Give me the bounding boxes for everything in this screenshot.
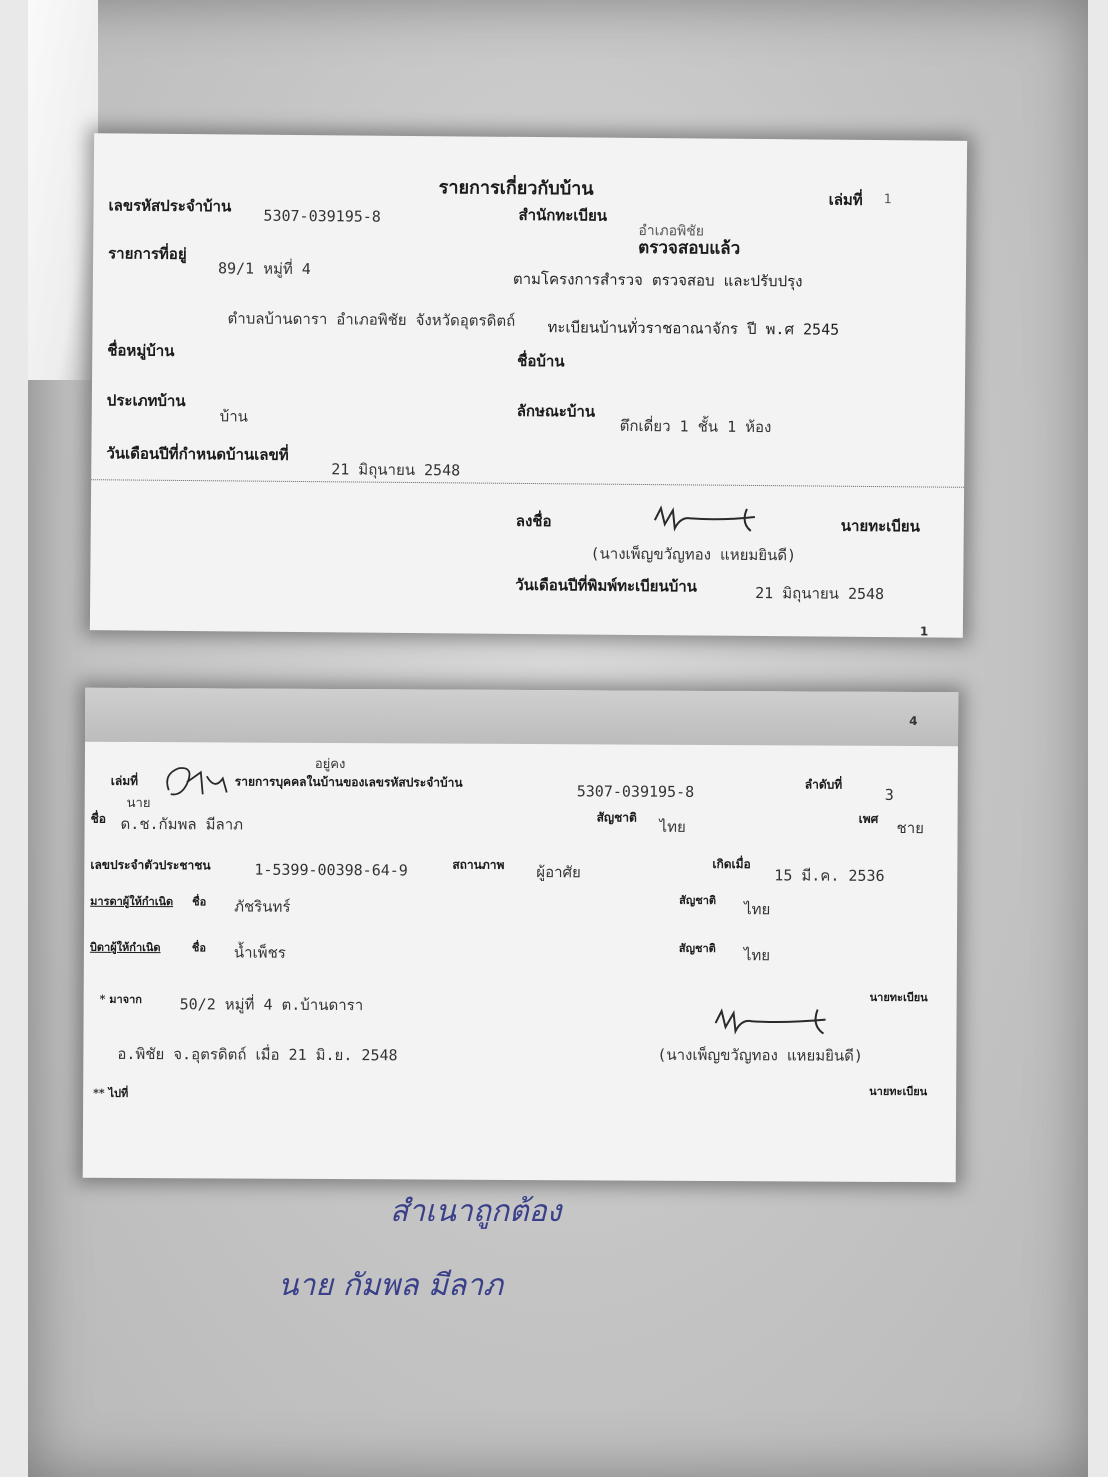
born-value: 15 มี.ค. 2536	[774, 866, 885, 885]
name-label: ชื่อ	[90, 811, 106, 826]
house-style-label: ลักษณะบ้าน	[516, 401, 596, 421]
moved-from-value: 50/2 หมู่ที่ 4 ต.บ้านดารา	[179, 995, 364, 1015]
father-nationality-label: สัญชาติ	[678, 941, 716, 956]
card-title: รายการเกี่ยวกับบ้าน	[438, 177, 594, 200]
name-correction: นาย	[126, 795, 151, 812]
signer-name-handwriting: นาย กัมพล มีลาภ	[278, 1268, 503, 1303]
mother-name-label: ชื่อ	[192, 895, 207, 909]
volume-label: เล่มที่	[828, 190, 863, 209]
person-details-card	[83, 688, 959, 1183]
header-title: รายการบุคคลในบ้านของเลขรหัสประจำบ้าน	[234, 774, 463, 790]
mother-nationality-label: สัญชาติ	[679, 893, 717, 908]
house-id-label: เลขรหัสประจำบ้าน	[108, 196, 232, 216]
project-stamp-line2: ทะเบียนบ้านทั่วราชอาณาจักร ปี พ.ศ 2545	[547, 318, 840, 339]
card-top-strip	[85, 688, 958, 747]
born-label: เกิดเมื่อ	[712, 857, 751, 872]
name-value: ด.ช.กัมพล มีลาภ	[120, 814, 244, 834]
order-value: 3	[884, 785, 894, 804]
father-label: บิดาผู้ให้กำเนิด	[89, 940, 161, 955]
registrar-label-1: นายทะเบียน	[869, 990, 928, 1005]
volume-label: เล่มที่	[110, 773, 139, 788]
moved-from-label: * มาจาก	[99, 992, 142, 1007]
mother-name-value: ภัชรินทร์	[234, 897, 291, 916]
house-name-label: ชื่อบ้าน	[517, 351, 565, 371]
sex-value: ชาย	[896, 818, 925, 838]
house-style-value: ตึกเดี่ยว 1 ชั้น 1 ห้อง	[619, 416, 772, 437]
house-type-label: ประเภทบ้าน	[106, 391, 186, 411]
moved-to-label: ** ไปที่	[93, 1086, 129, 1100]
certified-copy-handwriting: สำเนาถูกต้อง	[390, 1194, 562, 1229]
nationality-label: สัญชาติ	[596, 810, 637, 825]
status-value: ผู้อาศัย	[536, 863, 581, 882]
house-id-value: 5307-039195-8	[263, 206, 381, 226]
house-id-value: 5307-039195-8	[576, 782, 695, 801]
order-label: ลำดับที่	[804, 777, 843, 792]
handwritten-initial	[157, 760, 247, 806]
mother-label: มารดาผู้ให้กำเนิด	[90, 894, 174, 909]
project-stamp-line1: ตามโครงการสำรวจ ตรวจสอบ และปรับปรุง	[512, 269, 803, 291]
registrar-label: นายทะเบียน	[840, 516, 920, 536]
father-nationality-value: ไทย	[743, 946, 771, 965]
mother-nationality-value: ไทย	[744, 900, 771, 919]
date-assigned-label: วันเดือนปีที่กำหนดบ้านเลขที่	[106, 444, 289, 464]
registry-office-label: สำนักทะเบียน	[518, 205, 608, 225]
address-line2: ตำบลบ้านดารา อำเภอพิชัย จังหวัดอุตรดิตถ์	[227, 309, 516, 330]
address-line1: 89/1 หมู่ที่ 4	[217, 259, 311, 279]
handwritten-note: อยู่คง	[314, 756, 346, 773]
page-curl	[28, 0, 98, 380]
registrar-signature	[651, 500, 771, 539]
status-label: สถานภาพ	[452, 857, 505, 872]
page-number: 1	[919, 624, 929, 639]
checked-stamp: ตรวจสอบแล้ว	[638, 237, 741, 259]
print-date-value: 21 มิถุนายน 2548	[755, 583, 885, 604]
registrar-name: (นางเพ็ญขวัญทอง แหยมยินดี)	[590, 544, 797, 565]
page-number: 4	[909, 714, 918, 729]
address-label: รายการที่อยู่	[108, 244, 187, 264]
registrar-label-2: นายทะเบียน	[869, 1084, 928, 1099]
sex-label: เพศ	[858, 811, 879, 826]
village-label: ชื่อหมู่บ้าน	[107, 341, 175, 360]
registry-office-value: อำเภอพิชัย	[638, 222, 705, 240]
house-type-value: บ้าน	[219, 407, 248, 426]
date-assigned-value: 21 มิถุนายน 2548	[331, 460, 461, 480]
father-name-value: น้ำเพ็ชร	[233, 943, 286, 962]
volume-value: 1	[883, 192, 892, 208]
print-date-label: วันเดือนปีที่พิมพ์ทะเบียนบ้าน	[515, 575, 698, 596]
moved-from-line2: อ.พิชัย จ.อุตรดิตถ์ เมื่อ 21 มิ.ย. 2548	[117, 1044, 398, 1065]
registrar-signature	[711, 1005, 841, 1040]
registrar-name: (นางเพ็ญขวัญทอง แหยมยินดี)	[657, 1045, 864, 1065]
citizen-id-value: 1-5399-00398-64-9	[254, 860, 408, 880]
separator	[91, 479, 964, 488]
sign-label: ลงชื่อ	[515, 511, 552, 531]
house-details-card	[90, 133, 967, 638]
nationality-value: ไทย	[659, 817, 686, 836]
father-name-label: ชื่อ	[191, 941, 207, 955]
citizen-id-label: เลขประจำตัวประชาชน	[90, 857, 211, 873]
